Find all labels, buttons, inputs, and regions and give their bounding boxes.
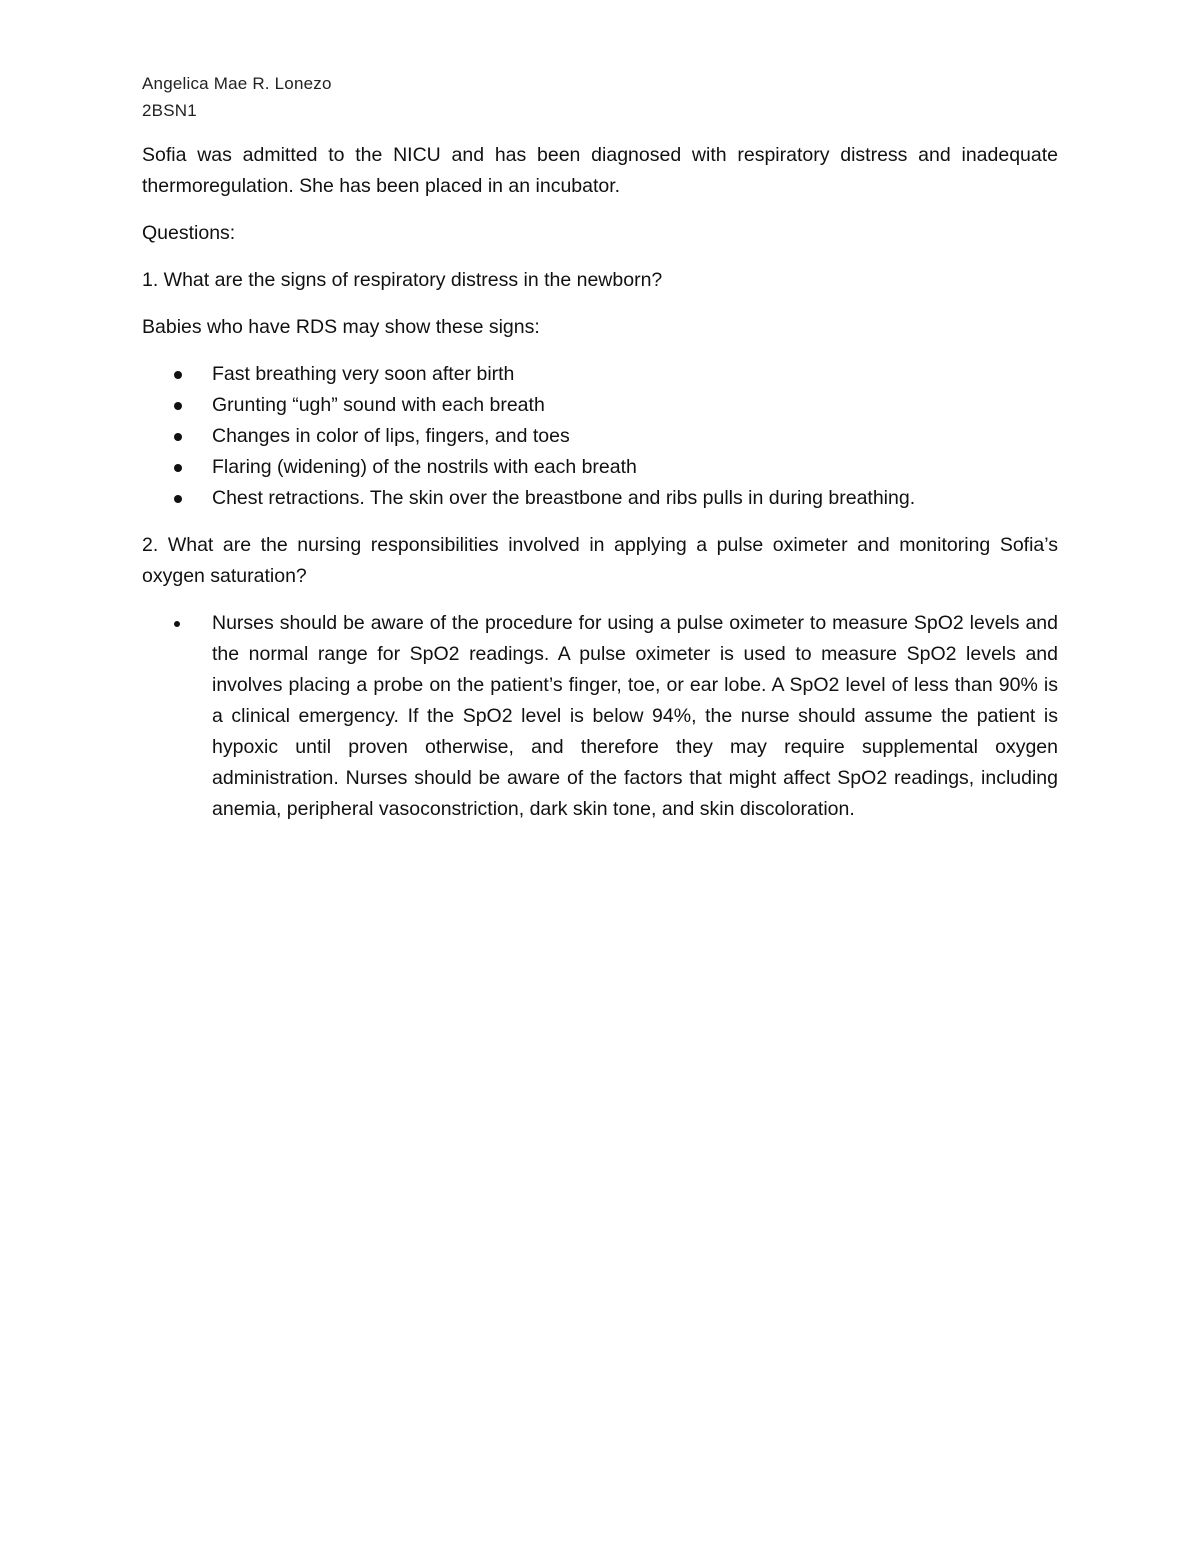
bullet-icon — [174, 495, 182, 503]
bullet-icon — [174, 371, 182, 379]
sign-text: Flaring (widening) of the nostrils with each breath — [212, 456, 637, 478]
bullet-icon — [174, 621, 180, 627]
section-code: 2BSN1 — [142, 101, 197, 120]
bullet-icon — [174, 433, 182, 441]
list-item — [142, 452, 1058, 483]
signs-list — [142, 359, 1058, 514]
list-item — [142, 483, 1058, 514]
case-intro: Sofia was admitted to the NICU and has been diagnosed with respiratory distress and inadequate thermoregulation. She has been placed in an incubator. — [142, 144, 1058, 197]
document-page — [142, 70, 1058, 825]
list-item — [142, 608, 1058, 825]
list-item — [142, 421, 1058, 452]
sign-text: Fast breathing very soon after birth — [212, 363, 515, 385]
sign-text: Grunting “ugh” sound with each breath — [212, 394, 545, 416]
answer-text: Nurses should be aware of the procedure for using a pulse oximeter to measure SpO2 levels and the normal range for SpO2 readings. A pulse oximeter is used to measure SpO2 levels and involves placing a probe on the patient’s finger, toe, or ear lobe. A SpO2 level of less than 90% is a clinical emergency. If the SpO2 level is below 94%, the nurse should assume the patient is hypoxic until proven otherwise, and therefore they may require supplemental oxygen administration. Nurses should be aware of the factors that might affect SpO2 readings, including anemia, peripheral vasoconstriction, dark skin tone, and skin discoloration. — [212, 612, 1058, 820]
questions-label: Questions: — [142, 222, 236, 244]
question-1: 1. What are the signs of respiratory distress in the newborn? — [142, 269, 663, 291]
list-item — [142, 390, 1058, 421]
author-name: Angelica Mae R. Lonezo — [142, 74, 332, 93]
sign-text: Changes in color of lips, fingers, and toes — [212, 425, 570, 447]
bullet-icon — [174, 402, 182, 410]
list-item — [142, 359, 1058, 390]
sign-text: Chest retractions. The skin over the breastbone and ribs pulls in during breathing. — [212, 487, 916, 509]
responsibilities-list — [142, 608, 1058, 825]
question-1-lead: Babies who have RDS may show these signs: — [142, 316, 540, 338]
bullet-icon — [174, 464, 182, 472]
question-2: 2. What are the nursing responsibilities involved in applying a pulse oximeter and monitoring Sofia’s oxygen saturation? — [142, 534, 1058, 587]
